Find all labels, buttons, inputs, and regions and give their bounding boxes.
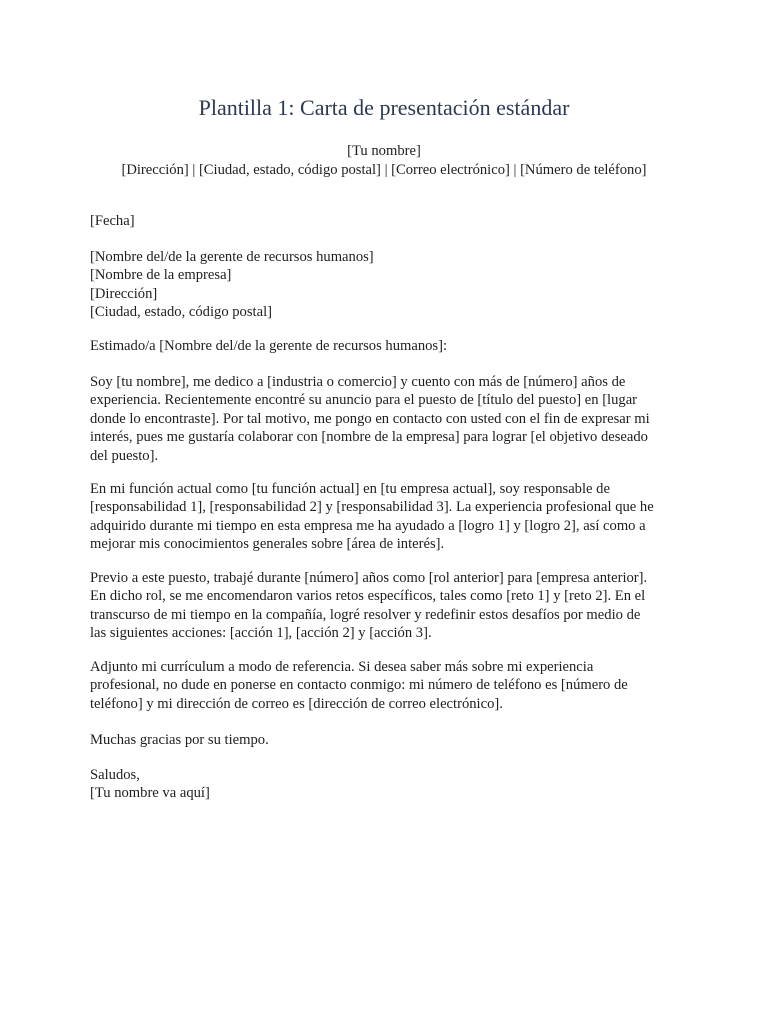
document-title: Plantilla 1: Carta de presentación estándar bbox=[198, 95, 570, 120]
paragraph-line: Previo a este puesto, trabajé durante [número] años como [rol anterior] para [empresa anterior]. bbox=[90, 570, 648, 586]
paragraph-line: experiencia. Recientemente encontré su anuncio para el puesto de [título del puesto] en [lugar bbox=[90, 392, 638, 409]
recipient-line: [Ciudad, estado, código postal] bbox=[90, 304, 272, 321]
sender-header bbox=[0, 142, 768, 180]
paragraph-line: Adjunto mi currículum a modo de referencia. Si desea saber más sobre mi experiencia bbox=[90, 659, 594, 675]
sender-contact: [Dirección] | [Ciudad, estado, código postal] | [Correo electrónico] | [Número de teléfono] bbox=[121, 162, 647, 178]
salutation bbox=[90, 337, 690, 355]
closing-block bbox=[90, 766, 690, 803]
paragraph-line: En mi función actual como [tu función actual] en [tu empresa actual], soy responsable de bbox=[90, 481, 610, 497]
date-text: [Fecha] bbox=[90, 213, 135, 229]
paragraph-line: profesional, no dude en ponerse en contacto conmigo: mi número de teléfono es [número de bbox=[90, 677, 628, 694]
paragraph-line: mejorar mis conocimientos generales sobre [área de interés]. bbox=[90, 536, 445, 553]
thanks-line bbox=[90, 731, 690, 749]
paragraph-line: donde lo encontraste]. Por tal motivo, me pongo en contacto con usted con el fin de expresar mi bbox=[90, 410, 650, 427]
recipient-line: [Dirección] bbox=[90, 285, 158, 302]
signature-text: [Tu nombre va aquí] bbox=[90, 785, 210, 802]
recipient-block bbox=[90, 248, 690, 322]
paragraph-line: Soy [tu nombre], me dedico a [industria o comercio] y cuento con más de [número] años de bbox=[90, 374, 626, 390]
paragraph-3 bbox=[90, 569, 690, 643]
paragraph-line: [responsabilidad 1], [responsabilidad 2] y [responsabilidad 3]. La experiencia profesional que he bbox=[90, 499, 654, 516]
paragraph-line: interés, pues me gustaría colaborar con [nombre de la empresa] para lograr [el objetivo deseado bbox=[90, 429, 648, 446]
paragraph-1 bbox=[90, 373, 690, 465]
paragraph-line: adquirido durante mi tiempo en esta empresa me ha ayudado a [logro 1] y [logro 2], así como a bbox=[90, 517, 646, 534]
paragraph-line: teléfono] y mi dirección de correo es [dirección de correo electrónico]. bbox=[90, 695, 503, 712]
closing-text: Saludos, bbox=[90, 767, 140, 783]
sender-name: [Tu nombre] bbox=[347, 143, 421, 159]
paragraph-line: del puesto]. bbox=[90, 447, 159, 464]
recipient-line: [Nombre de la empresa] bbox=[90, 267, 232, 284]
recipient-line: [Nombre del/de la gerente de recursos humanos] bbox=[90, 249, 374, 265]
paragraph-line: En dicho rol, se me encomendaron varios retos específicos, tales como [reto 1] y [reto 2]. En el bbox=[90, 588, 646, 605]
thanks-text: Muchas gracias por su tiempo. bbox=[90, 732, 269, 748]
paragraph-2 bbox=[90, 480, 690, 554]
salutation-text: Estimado/a [Nombre del/de la gerente de recursos humanos]: bbox=[90, 338, 448, 354]
paragraph-line: transcurso de mi tiempo en la compañía, logré resolver y redefinir estos desafíos por medio de bbox=[90, 606, 641, 623]
paragraph-4 bbox=[90, 658, 690, 713]
letter-date bbox=[90, 212, 690, 230]
paragraph-line: las siguientes acciones: [acción 1], [acción 2] y [acción 3]. bbox=[90, 625, 432, 642]
